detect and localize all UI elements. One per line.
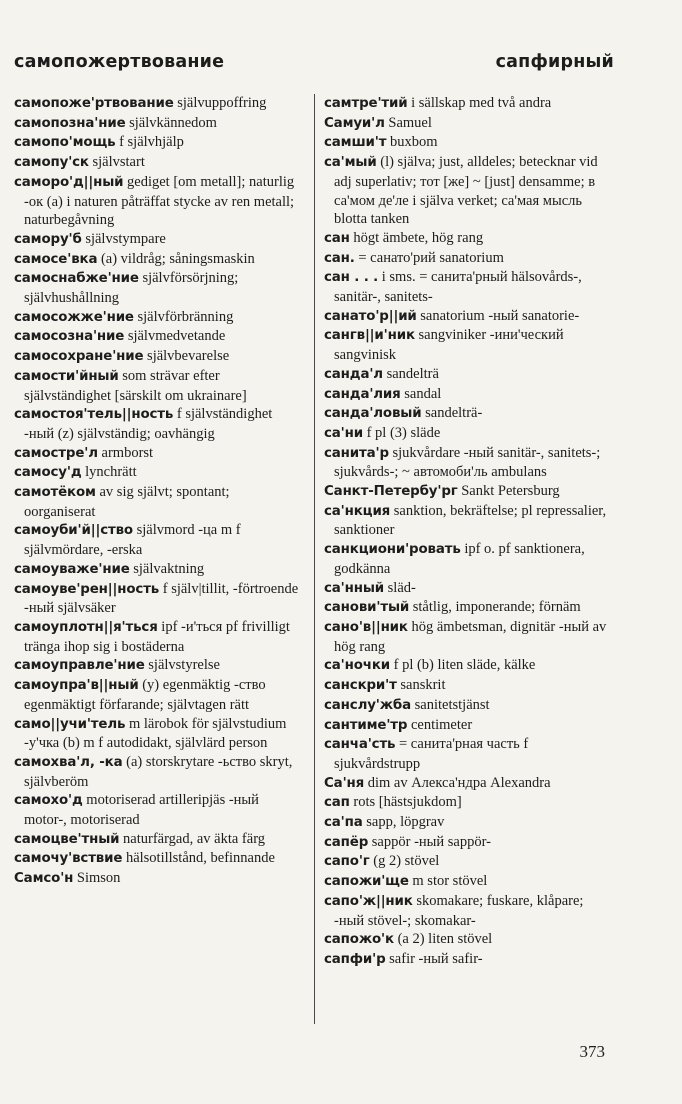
entry-definition: sandal xyxy=(400,385,442,402)
entry-headword: самопо'мощь xyxy=(14,135,116,151)
dictionary-entry xyxy=(14,114,304,134)
entry-definition: (a) vildråg; såningsmaskin xyxy=(97,250,255,267)
dictionary-entry xyxy=(14,560,304,580)
dictionary-entry xyxy=(324,365,616,385)
entry-headword: самоупра'в||ный xyxy=(14,678,139,694)
entry-headword: Самсо'н xyxy=(14,871,74,887)
entry-headword: самоуправле'ние xyxy=(14,658,145,674)
entry-definition: m stor stövel xyxy=(408,873,488,890)
entry-definition: som strävar efter självständighet [särskilt om ukrainare] xyxy=(24,367,247,404)
entry-headword: сан. xyxy=(324,250,355,266)
entry-headword: сапо'ж||ник xyxy=(324,893,413,909)
right-column xyxy=(324,94,616,970)
column-divider xyxy=(314,94,315,1024)
entry-definition: självförsörjning; självhushållning xyxy=(24,270,239,307)
entry-definition: f självständighet -ный (z) självständig; oavhängig xyxy=(24,406,273,442)
entry-definition: hög ämbetsman, dignitär -ный av hög rang xyxy=(334,618,607,655)
dictionary-entry xyxy=(324,307,616,327)
entry-headword: самопоже'ртвование xyxy=(14,96,174,111)
entry-definition: släd- xyxy=(384,579,416,596)
entry-definition: (g 2) stövel xyxy=(369,853,440,870)
entry-definition: självbevarelse xyxy=(143,348,230,365)
entry-definition: = санита'рная часть f sjukvårdstrupp xyxy=(334,736,529,772)
entry-definition: självmord -ца m f självmördare, -erska xyxy=(24,522,241,559)
dictionary-entry xyxy=(14,269,304,307)
entry-headword: са'ночки xyxy=(324,658,390,674)
dictionary-entry xyxy=(14,656,304,676)
entry-definition: sanktion, bekräftelse; pl repressalier, sanktioner xyxy=(334,502,607,539)
dictionary-entry xyxy=(324,268,616,306)
entry-headword: сапожо'к xyxy=(324,932,394,948)
entry-headword: сапо'г xyxy=(324,854,370,870)
entry-definition: (a 2) liten stövel xyxy=(393,931,493,948)
entry-definition: buxbom xyxy=(386,134,438,151)
dictionary-entry xyxy=(14,327,304,347)
entry-headword: самши'т xyxy=(324,135,387,151)
entry-definition: sanatorium -ный sanatorie- xyxy=(416,307,580,324)
entry-headword: са'ни xyxy=(324,425,363,441)
entry-headword: са'нкция xyxy=(324,503,391,519)
entry-headword: санда'лия xyxy=(324,386,401,402)
dictionary-entry xyxy=(14,849,304,869)
entry-headword: санита'р xyxy=(324,445,389,461)
entry-headword: санови'тый xyxy=(324,600,410,616)
entry-headword: Санкт-Петербу'рг xyxy=(324,484,458,500)
entry-headword: самосе'вка xyxy=(14,251,98,267)
entry-headword: самохо'д xyxy=(14,793,83,809)
dictionary-entry xyxy=(14,444,304,464)
entry-definition: i sällskap med två andra xyxy=(407,95,552,111)
dictionary-entry xyxy=(14,830,304,850)
dictionary-entry xyxy=(324,482,616,502)
left-guideword: самопожертвование xyxy=(14,52,225,72)
dictionary-entry xyxy=(14,230,304,250)
entry-definition: (y) egenmäktig -ство egenmäktigt förfarande; självtagen rätt xyxy=(24,677,266,713)
entry-headword: сап xyxy=(324,795,350,811)
dictionary-entry xyxy=(324,813,616,833)
entry-definition: självstyrelse xyxy=(144,657,220,674)
entry-definition: safir -ный safir- xyxy=(385,950,483,967)
entry-definition: självuppoffring xyxy=(173,95,267,111)
dictionary-entry xyxy=(324,774,616,794)
dictionary-entry xyxy=(14,869,304,889)
dictionary-entry xyxy=(14,791,304,829)
entry-headword: сапёр xyxy=(324,834,369,850)
entry-definition: f själv|tillit, -förtroende -ный självsäker xyxy=(24,580,299,617)
entry-headword: самотёком xyxy=(14,485,96,501)
entry-definition: ipf -и'ться pf frivilligt tränga ihop sig i bostäderna xyxy=(24,618,290,655)
dictionary-entry xyxy=(324,326,616,364)
dictionary-entry xyxy=(324,133,616,153)
entry-definition: (a) storskrytare -ьство skryt, självberöm xyxy=(24,753,293,790)
entry-headword: само||учи'тель xyxy=(14,716,126,732)
dictionary-entry xyxy=(14,367,304,405)
dictionary-entry xyxy=(324,153,616,229)
dictionary-entry xyxy=(324,696,616,716)
entry-definition: Samuel xyxy=(384,114,432,131)
dictionary-entry xyxy=(14,94,304,114)
entry-definition: Sankt Petersburg xyxy=(457,483,560,500)
dictionary-entry xyxy=(324,735,616,773)
dictionary-entry xyxy=(324,579,616,599)
dictionary-entry xyxy=(324,656,616,676)
entry-headword: сан . . . xyxy=(324,270,379,286)
entry-definition: f pl (3) släde xyxy=(362,424,441,441)
dictionary-entry xyxy=(324,424,616,444)
entry-definition: centimeter xyxy=(407,716,473,733)
dictionary-entry xyxy=(324,793,616,813)
entry-definition: självförbränning xyxy=(133,308,234,325)
entry-definition: sappör -ный sappör- xyxy=(368,833,491,850)
entry-definition: av sig självt; spontant; oorganiserat xyxy=(24,484,230,520)
dictionary-entry xyxy=(324,716,616,736)
dictionary-entry xyxy=(324,950,616,970)
entry-headword: сан xyxy=(324,230,350,246)
entry-headword: самору'б xyxy=(14,231,82,247)
entry-headword: самтре'тий xyxy=(324,96,408,111)
entry-definition: gediget [om metall]; naturlig -ок (a) i naturen påträffat stycke av ren metall; naturbegåvning xyxy=(24,173,295,229)
entry-definition: självaktning xyxy=(129,560,205,577)
dictionary-entry xyxy=(14,483,304,521)
entry-definition: sapp, löpgrav xyxy=(362,814,445,831)
entry-headword: самопу'ск xyxy=(14,155,89,171)
dictionary-entry xyxy=(324,502,616,540)
dictionary-entry xyxy=(324,930,616,950)
entry-definition: f pl (b) liten släde, kälke xyxy=(390,657,536,674)
entry-headword: санча'сть xyxy=(324,737,396,753)
left-column xyxy=(14,94,304,889)
entry-headword: санкциони'ровать xyxy=(324,542,461,558)
dictionary-entry xyxy=(324,404,616,424)
entry-definition: sjukvårdare -ный sanitär-, sanitets-; sjukvårds-; ~ автомоби'ль ambulans xyxy=(334,444,601,481)
entry-definition: självmedvetande xyxy=(124,328,226,345)
entry-headword: самоснабже'ние xyxy=(14,271,139,287)
entry-headword: самоуплотн||я'ться xyxy=(14,619,158,635)
entry-definition: sanskrit xyxy=(396,677,446,694)
entry-definition: ipf o. pf sanktionera, godkänna xyxy=(334,541,585,577)
entry-headword: сано'в||ник xyxy=(324,619,408,635)
entry-definition: m lärobok för självstudium -у'чка (b) m f autodidakt, självlärd person xyxy=(24,715,287,752)
entry-definition: ståtlig, imponerande; förnäm xyxy=(409,599,581,616)
dictionary-entry xyxy=(324,540,616,578)
entry-headword: сантиме'тр xyxy=(324,717,408,733)
dictionary-entry xyxy=(324,114,616,134)
entry-definition: självstympare xyxy=(81,230,166,247)
entry-headword: санда'л xyxy=(324,366,383,382)
entry-definition: naturfärgad, av äkta färg xyxy=(119,830,266,847)
dictionary-entry xyxy=(14,521,304,559)
dictionary-entry xyxy=(324,229,616,249)
entry-definition: (l) själva; just, alldeles; betecknar vid adj superlativ; тот [же] ~ [just] densamme; в са'мом де'ле i själva verket; са'мая мысль blotta tanken xyxy=(334,154,598,228)
entry-definition: dim av Алекса'ндра Alexandra xyxy=(364,774,551,791)
dictionary-entry xyxy=(324,618,616,656)
entry-headword: самости'йный xyxy=(14,368,119,384)
dictionary-entry xyxy=(14,250,304,270)
entry-definition: sandelträ xyxy=(382,365,439,382)
entry-headword: са'нный xyxy=(324,580,385,596)
entry-definition: skomakare; fuskare, klåpare; -ный stövel-; skomakar- xyxy=(334,892,584,929)
dictionary-entry xyxy=(324,676,616,696)
entry-definition: motoriserad artilleripjäs -ный motor-, motoriserad xyxy=(24,792,259,829)
entry-definition: högt ämbete, hög rang xyxy=(349,229,484,246)
dictionary-entry xyxy=(14,405,304,443)
dictionary-entry xyxy=(324,385,616,405)
dictionary-entry xyxy=(324,444,616,482)
entry-headword: са'мый xyxy=(324,155,377,171)
dictionary-entry xyxy=(14,715,304,753)
entry-definition: lynchrätt xyxy=(81,464,137,481)
dictionary-entry xyxy=(14,676,304,714)
dictionary-entry xyxy=(324,892,616,930)
entry-definition: armborst xyxy=(97,444,154,461)
dictionary-entry xyxy=(14,173,304,230)
entry-headword: санслу'жба xyxy=(324,697,412,713)
entry-definition: f självhjälp xyxy=(115,134,184,151)
entry-definition: självkännedom xyxy=(125,114,217,131)
entry-headword: самоpо'д||ный xyxy=(14,174,124,190)
entry-headword: самохва'л, -ка xyxy=(14,754,123,770)
right-guideword: сапфирный xyxy=(495,52,614,72)
dictionary-entry xyxy=(324,833,616,853)
entry-definition: sanitetstjänst xyxy=(411,696,490,713)
entry-headword: сапфи'р xyxy=(324,951,386,967)
entry-headword: сапожи'ще xyxy=(324,874,409,890)
entry-headword: самосохране'ние xyxy=(14,349,144,365)
entry-headword: самостоя'тель||ность xyxy=(14,407,174,423)
entry-headword: самоуваже'ние xyxy=(14,561,130,577)
dictionary-entry xyxy=(14,618,304,656)
dictionary-entry xyxy=(324,872,616,892)
entry-headword: самоуби'й||ство xyxy=(14,523,133,539)
entry-definition: sangviniker -ини'ческий sangvinisk xyxy=(334,327,564,364)
dictionary-entry xyxy=(14,347,304,367)
entry-headword: санда'ловый xyxy=(324,406,422,422)
entry-headword: самосу'д xyxy=(14,465,82,481)
entry-headword: самосожже'ние xyxy=(14,309,134,325)
entry-definition: självstart xyxy=(88,154,145,171)
entry-headword: самочу'вствие xyxy=(14,851,123,867)
entry-definition: rots [hästsjukdom] xyxy=(349,794,462,811)
entry-headword: сангв||и'ник xyxy=(324,328,415,344)
entry-headword: самоуве'рен||ность xyxy=(14,581,160,597)
dictionary-entry xyxy=(14,753,304,791)
dictionary-entry xyxy=(324,852,616,872)
dictionary-entry xyxy=(324,249,616,269)
entry-headword: самоцве'тный xyxy=(14,831,120,847)
dictionary-entry xyxy=(14,580,304,618)
entry-definition: = санато'рий sanatorium xyxy=(354,249,504,266)
entry-headword: самосозна'ние xyxy=(14,329,125,345)
dictionary-entry xyxy=(324,94,616,114)
dictionary-entry xyxy=(14,463,304,483)
entry-headword: санскри'т xyxy=(324,678,397,694)
entry-definition: sandelträ- xyxy=(421,405,483,422)
entry-definition: Simson xyxy=(73,870,121,887)
page-number: 373 xyxy=(579,1042,605,1061)
entry-headword: са'па xyxy=(324,815,363,831)
dictionary-entry xyxy=(324,598,616,618)
entry-definition: hälsotillstånd, befinnande xyxy=(122,850,275,867)
dictionary-entry xyxy=(14,308,304,328)
entry-headword: санато'р||ий xyxy=(324,308,417,324)
entry-headword: самостре'л xyxy=(14,445,98,461)
dictionary-entry xyxy=(14,153,304,173)
entry-headword: Самуи'л xyxy=(324,115,385,131)
entry-headword: Са'ня xyxy=(324,775,365,791)
dictionary-entry xyxy=(14,133,304,153)
entry-headword: самопозна'ние xyxy=(14,115,126,131)
entry-definition: i sms. = санита'рный hälsovårds-, sanitär-, sanitets- xyxy=(334,269,582,306)
